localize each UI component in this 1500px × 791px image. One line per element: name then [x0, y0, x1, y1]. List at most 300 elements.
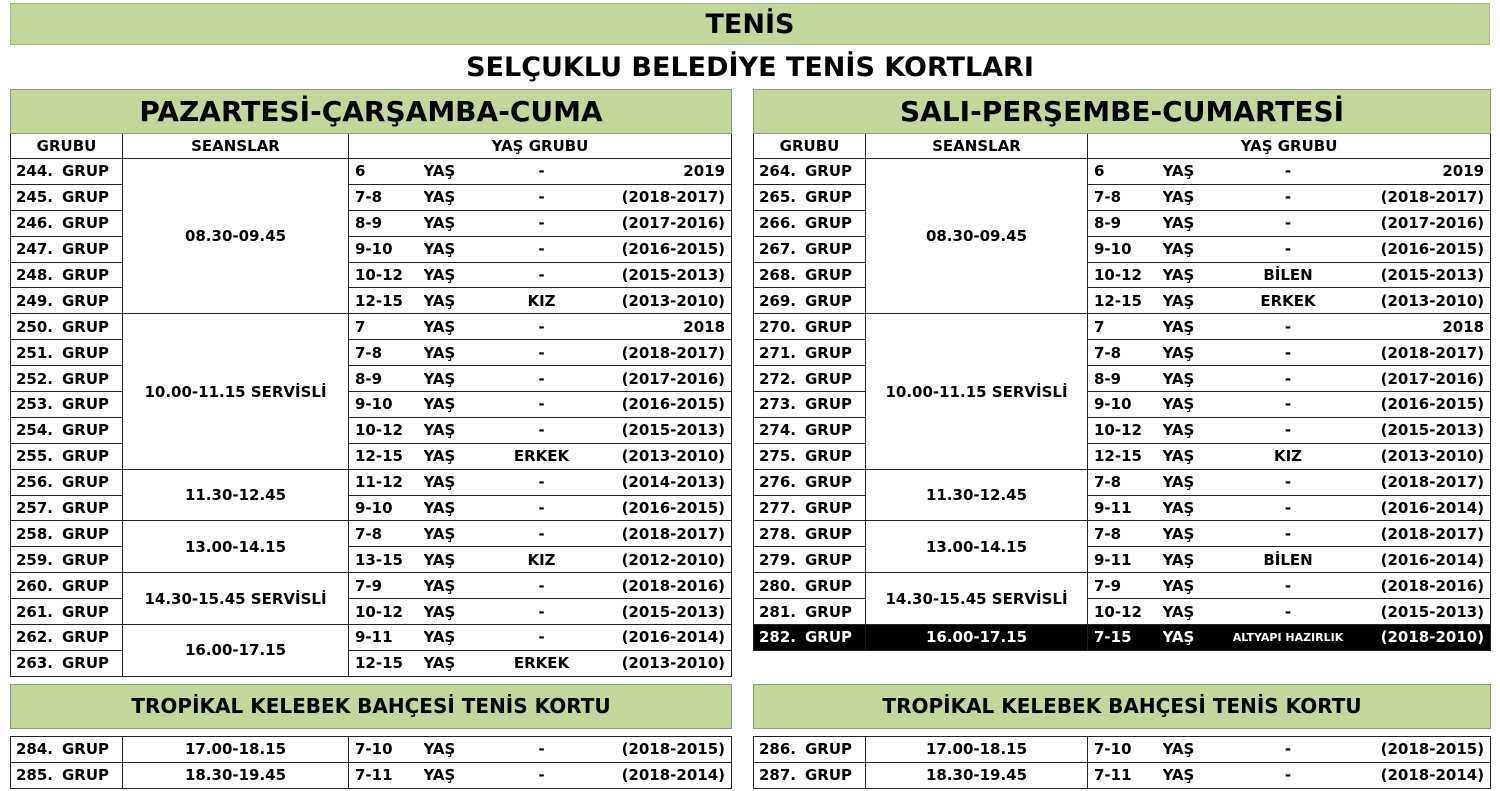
age-unit: YAŞ — [424, 340, 482, 366]
age-note: - — [482, 340, 602, 366]
group-word: GRUP — [62, 188, 110, 207]
birth-years: (2018-2014) — [602, 762, 732, 788]
age-range: 7-8 — [349, 184, 424, 210]
age-range: 7-8 — [1088, 521, 1163, 547]
age-range: 9-11 — [349, 625, 424, 651]
table-row — [11, 469, 732, 495]
age-note: - — [1221, 521, 1356, 547]
group-word: GRUP — [805, 628, 853, 647]
age-note: - — [482, 262, 602, 288]
birth-years: (2018-2017) — [1356, 340, 1491, 366]
page-title: TENİS — [10, 3, 1490, 45]
group-cell — [754, 417, 866, 443]
birth-years: (2018-2014) — [1356, 762, 1491, 788]
age-note: - — [482, 184, 602, 210]
birth-years: (2013-2010) — [1356, 443, 1491, 469]
group-cell — [11, 340, 123, 366]
age-range: 12-15 — [1088, 288, 1163, 314]
age-range: 9-10 — [1088, 392, 1163, 418]
group-word: GRUP — [62, 214, 110, 233]
age-range: 13-15 — [349, 547, 424, 573]
birth-years: (2016-2015) — [602, 495, 732, 521]
group-number: 281. — [759, 602, 797, 621]
group-number: 284. — [16, 740, 54, 759]
group-word: GRUP — [805, 447, 853, 466]
age-range: 9-11 — [1088, 495, 1163, 521]
age-note: - — [1221, 573, 1356, 599]
age-note: ERKEK — [482, 443, 602, 469]
age-unit: YAŞ — [424, 573, 482, 599]
group-number: 271. — [759, 343, 797, 362]
birth-years: (2014-2013) — [602, 469, 732, 495]
group-word: GRUP — [805, 550, 853, 569]
age-range: 7-8 — [1088, 184, 1163, 210]
table-row — [754, 236, 1491, 262]
table-row — [754, 547, 1491, 573]
age-range: 7-9 — [349, 573, 424, 599]
age-unit: YAŞ — [424, 210, 482, 236]
age-range: 7-8 — [349, 521, 424, 547]
group-word: GRUP — [805, 343, 853, 362]
age-note: - — [1221, 736, 1356, 762]
table-row — [754, 736, 1491, 762]
group-cell — [754, 262, 866, 288]
age-range: 7-11 — [349, 762, 424, 788]
group-word: GRUP — [805, 291, 853, 310]
group-cell — [754, 184, 866, 210]
table-row — [754, 159, 1491, 185]
group-number: 263. — [16, 654, 54, 673]
birth-years: (2017-2016) — [1356, 210, 1491, 236]
group-word: GRUP — [62, 421, 110, 440]
birth-years: (2016-2015) — [1356, 236, 1491, 262]
age-note: - — [1221, 210, 1356, 236]
group-cell — [11, 625, 123, 651]
table-row — [754, 599, 1491, 625]
group-word: GRUP — [62, 602, 110, 621]
age-unit: YAŞ — [1163, 573, 1221, 599]
age-range: 7-10 — [1088, 736, 1163, 762]
table-row — [754, 625, 1491, 651]
age-unit: YAŞ — [424, 184, 482, 210]
group-word: GRUP — [62, 499, 110, 518]
birth-years: (2016-2015) — [602, 236, 732, 262]
group-word: GRUP — [62, 162, 110, 181]
group-number: 250. — [16, 317, 54, 336]
group-number: 272. — [759, 369, 797, 388]
age-note: - — [1221, 469, 1356, 495]
age-range: 12-15 — [1088, 443, 1163, 469]
group-cell — [754, 547, 866, 573]
birth-years: (2016-2014) — [1356, 495, 1491, 521]
group-cell — [754, 521, 866, 547]
group-number: 266. — [759, 214, 797, 233]
age-note: - — [1221, 159, 1356, 185]
group-number: 258. — [16, 524, 54, 543]
group-word: GRUP — [805, 214, 853, 233]
group-number: 247. — [16, 240, 54, 259]
age-note: - — [482, 495, 602, 521]
age-range: 8-9 — [349, 366, 424, 392]
group-cell — [754, 236, 866, 262]
col-header-sessions: SEANSLAR — [866, 134, 1088, 159]
table-row — [754, 762, 1491, 788]
table-row — [754, 469, 1491, 495]
group-word: GRUP — [805, 499, 853, 518]
schedule-panel-left — [10, 89, 731, 789]
age-range: 10-12 — [349, 262, 424, 288]
group-word: GRUP — [62, 266, 110, 284]
age-range: 7-15 — [1088, 625, 1163, 651]
group-number: 273. — [759, 395, 797, 414]
age-range: 12-15 — [349, 650, 424, 676]
group-cell — [754, 736, 866, 762]
birth-years: (2018-2010) — [1356, 625, 1491, 651]
age-note: KIZ — [482, 547, 602, 573]
age-range: 10-12 — [349, 417, 424, 443]
age-note: - — [482, 599, 602, 625]
group-number: 254. — [16, 421, 54, 440]
group-number: 246. — [16, 214, 54, 233]
group-cell — [754, 210, 866, 236]
group-cell — [11, 392, 123, 418]
group-number: 268. — [759, 266, 797, 284]
session-time: 13.00-14.15 — [866, 521, 1088, 573]
age-unit: YAŞ — [424, 599, 482, 625]
age-unit: YAŞ — [1163, 392, 1221, 418]
group-word: GRUP — [62, 291, 110, 310]
group-number: 274. — [759, 421, 797, 440]
group-cell — [754, 159, 866, 185]
session-time: 10.00-11.15 SERVİSLİ — [866, 314, 1088, 469]
group-word: GRUP — [62, 395, 110, 414]
group-cell — [754, 599, 866, 625]
group-word: GRUP — [62, 524, 110, 543]
group-number: 262. — [16, 628, 54, 647]
age-note: - — [482, 521, 602, 547]
group-number: 277. — [759, 499, 797, 518]
birth-years: (2018-2015) — [602, 736, 732, 762]
age-unit: YAŞ — [1163, 736, 1221, 762]
group-cell — [11, 314, 123, 340]
group-number: 265. — [759, 188, 797, 207]
age-note: KIZ — [482, 288, 602, 314]
age-unit: YAŞ — [1163, 762, 1221, 788]
birth-years: (2015-2013) — [602, 417, 732, 443]
age-range: 10-12 — [1088, 262, 1163, 288]
col-header-group: GRUBU — [754, 134, 866, 159]
group-number: 269. — [759, 291, 797, 310]
age-note: ALTYAPI HAZIRLIK — [1221, 625, 1356, 651]
age-unit: YAŞ — [424, 366, 482, 392]
group-number: 261. — [16, 602, 54, 621]
birth-years: (2018-2017) — [1356, 521, 1491, 547]
age-unit: YAŞ — [424, 625, 482, 651]
birth-years: 2018 — [1356, 314, 1491, 340]
group-number: 255. — [16, 447, 54, 466]
group-word: GRUP — [62, 628, 110, 647]
age-unit: YAŞ — [424, 547, 482, 573]
birth-years: (2018-2017) — [1356, 184, 1491, 210]
group-word: GRUP — [805, 317, 853, 336]
group-cell — [11, 262, 123, 288]
birth-years: (2017-2016) — [602, 366, 732, 392]
table-row — [11, 236, 732, 262]
group-number: 249. — [16, 291, 54, 310]
group-cell — [11, 521, 123, 547]
group-word: GRUP — [805, 240, 853, 259]
group-cell — [754, 392, 866, 418]
group-cell — [11, 236, 123, 262]
age-unit: YAŞ — [424, 736, 482, 762]
table-row — [11, 340, 732, 366]
age-unit: YAŞ — [1163, 340, 1221, 366]
birth-years: (2013-2010) — [602, 288, 732, 314]
age-range: 7 — [1088, 314, 1163, 340]
session-time: 18.30-19.45 — [123, 762, 349, 788]
table-row — [754, 443, 1491, 469]
group-number: 270. — [759, 317, 797, 336]
age-note: - — [482, 625, 602, 651]
table-row — [11, 262, 732, 288]
age-note: ERKEK — [1221, 288, 1356, 314]
birth-years: (2018-2017) — [1356, 469, 1491, 495]
birth-years: (2015-2013) — [1356, 262, 1491, 288]
group-cell — [11, 762, 123, 788]
age-note: KIZ — [1221, 443, 1356, 469]
birth-years: 2018 — [602, 314, 732, 340]
table-row — [11, 366, 732, 392]
birth-years: (2018-2017) — [602, 184, 732, 210]
table-row — [754, 340, 1491, 366]
group-number: 244. — [16, 162, 54, 181]
age-range: 9-10 — [349, 392, 424, 418]
col-header-age-group: YAŞ GRUBU — [1088, 134, 1491, 159]
age-unit: YAŞ — [424, 314, 482, 340]
age-note: - — [482, 469, 602, 495]
group-word: GRUP — [62, 550, 110, 569]
group-number: 282. — [759, 628, 797, 647]
schedule-panel-right — [753, 89, 1490, 789]
group-word: GRUP — [62, 369, 110, 388]
group-word: GRUP — [805, 602, 853, 621]
group-word: GRUP — [805, 473, 853, 492]
group-word: GRUP — [805, 421, 853, 440]
table-row — [11, 392, 732, 418]
group-number: 248. — [16, 266, 54, 284]
age-range: 12-15 — [349, 288, 424, 314]
group-number: 252. — [16, 369, 54, 388]
age-note: - — [1221, 314, 1356, 340]
group-number: 256. — [16, 473, 54, 492]
col-header-sessions: SEANSLAR — [123, 134, 349, 159]
session-time: 08.30-09.45 — [123, 159, 349, 314]
age-range: 10-12 — [1088, 599, 1163, 625]
age-unit: YAŞ — [1163, 314, 1221, 340]
table-row — [11, 417, 732, 443]
age-range: 6 — [1088, 159, 1163, 185]
table-row — [11, 288, 732, 314]
birth-years: (2016-2015) — [1356, 392, 1491, 418]
tropical-heading-left: TROPİKAL KELEBEK BAHÇESİ TENİS KORTU — [11, 684, 732, 728]
col-header-age-group: YAŞ GRUBU — [349, 134, 732, 159]
group-number: 285. — [16, 766, 54, 785]
session-time: 08.30-09.45 — [866, 159, 1088, 314]
age-note: ERKEK — [482, 650, 602, 676]
age-unit: YAŞ — [1163, 625, 1221, 651]
birth-years: (2016-2014) — [1356, 547, 1491, 573]
table-row — [11, 521, 732, 547]
birth-years: 2019 — [1356, 159, 1491, 185]
table-row — [754, 495, 1491, 521]
age-unit: YAŞ — [424, 236, 482, 262]
tropical-rows-right — [754, 736, 1491, 788]
age-range: 7-9 — [1088, 573, 1163, 599]
schedule-table-left — [10, 89, 732, 789]
group-cell — [11, 573, 123, 599]
spacer — [754, 676, 1491, 684]
group-cell — [754, 340, 866, 366]
group-cell — [754, 366, 866, 392]
age-range: 7-8 — [1088, 469, 1163, 495]
table-row — [11, 314, 732, 340]
group-cell — [11, 443, 123, 469]
group-cell — [11, 650, 123, 676]
group-number: 253. — [16, 395, 54, 414]
group-word: GRUP — [62, 766, 110, 785]
group-number: 267. — [759, 240, 797, 259]
tropical-heading-right: TROPİKAL KELEBEK BAHÇESİ TENİS KORTU — [754, 684, 1491, 728]
age-range: 9-10 — [349, 236, 424, 262]
age-range: 11-12 — [349, 469, 424, 495]
age-unit: YAŞ — [1163, 159, 1221, 185]
table-row — [11, 547, 732, 573]
birth-years: (2015-2013) — [1356, 599, 1491, 625]
table-row — [754, 366, 1491, 392]
group-cell — [11, 366, 123, 392]
age-range: 9-10 — [349, 495, 424, 521]
table-row — [11, 184, 732, 210]
age-note: - — [482, 366, 602, 392]
age-unit: YAŞ — [1163, 443, 1221, 469]
age-range: 7 — [349, 314, 424, 340]
day-heading-left: PAZARTESİ-ÇARŞAMBA-CUMA — [11, 90, 732, 134]
age-note: - — [1221, 366, 1356, 392]
table-row — [754, 210, 1491, 236]
age-unit: YAŞ — [1163, 495, 1221, 521]
table-row — [11, 650, 732, 676]
table-row — [754, 288, 1491, 314]
group-number: 260. — [16, 576, 54, 595]
birth-years: (2012-2010) — [602, 547, 732, 573]
spacer — [11, 728, 732, 736]
group-number: 276. — [759, 473, 797, 492]
birth-years: (2018-2017) — [602, 340, 732, 366]
birth-years: 2019 — [602, 159, 732, 185]
group-cell — [754, 573, 866, 599]
table-row — [11, 573, 732, 599]
age-unit: YAŞ — [424, 443, 482, 469]
birth-years: (2015-2013) — [602, 599, 732, 625]
group-word: GRUP — [805, 740, 853, 759]
group-word: GRUP — [805, 395, 853, 414]
group-word: GRUP — [805, 766, 853, 785]
group-word: GRUP — [805, 524, 853, 543]
group-cell — [11, 210, 123, 236]
group-number: 259. — [16, 550, 54, 569]
age-range: 10-12 — [349, 599, 424, 625]
group-cell — [11, 417, 123, 443]
age-note: - — [1221, 417, 1356, 443]
table-row — [754, 573, 1491, 599]
group-number: 245. — [16, 188, 54, 207]
birth-years: (2017-2016) — [602, 210, 732, 236]
group-word: GRUP — [62, 447, 110, 466]
group-word: GRUP — [805, 162, 853, 181]
day-heading-right: SALI-PERŞEMBE-CUMARTESİ — [754, 90, 1491, 134]
age-unit: YAŞ — [424, 417, 482, 443]
age-range: 12-15 — [349, 443, 424, 469]
group-word: GRUP — [62, 654, 110, 673]
age-unit: YAŞ — [424, 262, 482, 288]
group-word: GRUP — [805, 369, 853, 388]
group-number: 275. — [759, 447, 797, 466]
session-time: 16.00-17.15 — [123, 625, 349, 677]
table-row — [11, 625, 732, 651]
session-time: 13.00-14.15 — [123, 521, 349, 573]
blank-row — [754, 650, 1491, 676]
table-row — [11, 443, 732, 469]
group-word: GRUP — [805, 188, 853, 207]
table-row — [11, 736, 732, 762]
birth-years: (2015-2013) — [602, 262, 732, 288]
rows-body-left — [11, 159, 732, 677]
age-range: 7-8 — [1088, 340, 1163, 366]
age-range: 7-8 — [349, 340, 424, 366]
session-time: 11.30-12.45 — [123, 469, 349, 521]
session-time: 17.00-18.15 — [866, 736, 1088, 762]
group-word: GRUP — [62, 576, 110, 595]
age-note: - — [482, 392, 602, 418]
age-unit: YAŞ — [424, 521, 482, 547]
group-number: 251. — [16, 343, 54, 362]
group-cell — [754, 469, 866, 495]
group-cell — [11, 469, 123, 495]
session-time: 17.00-18.15 — [123, 736, 349, 762]
session-time: 11.30-12.45 — [866, 469, 1088, 521]
age-note: - — [1221, 599, 1356, 625]
age-unit: YAŞ — [424, 288, 482, 314]
age-unit: YAŞ — [1163, 599, 1221, 625]
table-row — [754, 392, 1491, 418]
group-cell — [11, 184, 123, 210]
group-cell — [11, 159, 123, 185]
age-note: - — [482, 417, 602, 443]
group-cell — [11, 599, 123, 625]
age-note: BİLEN — [1221, 547, 1356, 573]
age-note: - — [482, 210, 602, 236]
birth-years: (2018-2016) — [602, 573, 732, 599]
age-note: - — [1221, 495, 1356, 521]
group-word: GRUP — [62, 740, 110, 759]
spacer — [11, 676, 732, 684]
schedule-table-right — [753, 89, 1491, 789]
col-header-group: GRUBU — [11, 134, 123, 159]
table-row — [11, 210, 732, 236]
birth-years: (2016-2014) — [602, 625, 732, 651]
table-row — [754, 314, 1491, 340]
group-cell — [754, 495, 866, 521]
